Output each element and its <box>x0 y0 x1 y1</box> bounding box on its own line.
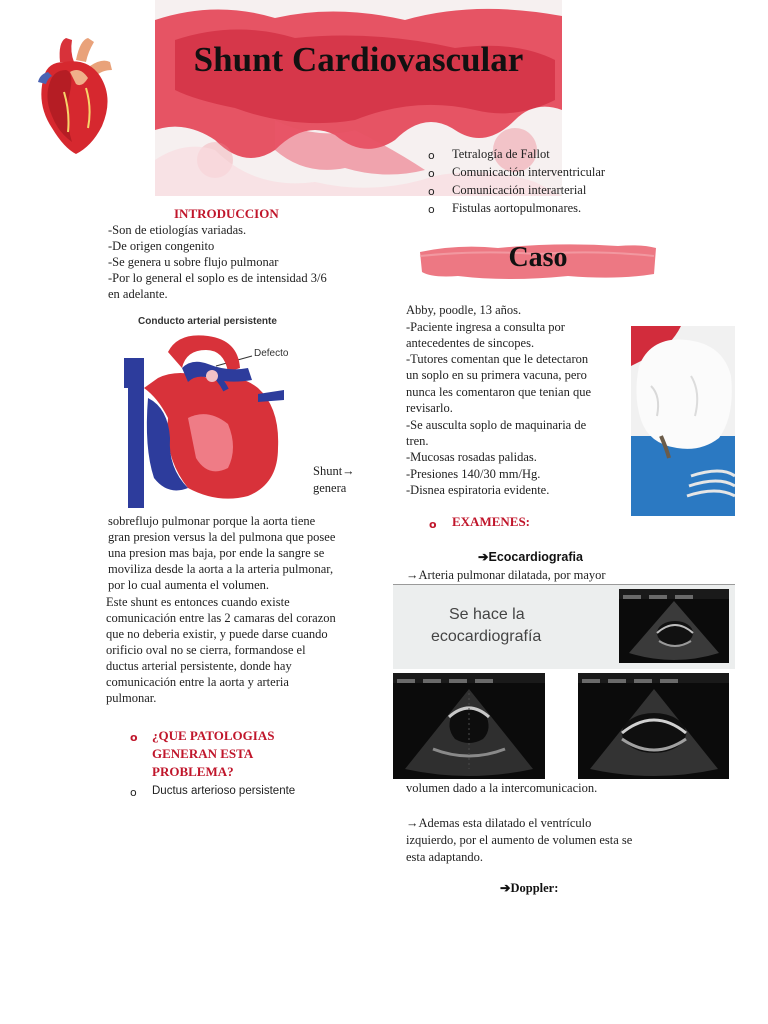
eco-line: volumen dado a la intercomunicacion. <box>406 781 598 795</box>
body-line: por lo cual aumenta el volumen. <box>108 578 270 592</box>
heading-bullet: o <box>429 518 437 531</box>
heart-diagram <box>108 308 304 512</box>
ventriculo-line: esta adaptando. <box>406 850 484 864</box>
body-line: gran presion versus la del pulmona que posee <box>108 530 336 544</box>
intro-line: en adelante. <box>108 287 168 301</box>
ultrasound-image <box>393 673 545 779</box>
patologias-heading: PROBLEMA? <box>152 764 234 779</box>
eco-slide-panel <box>393 584 735 669</box>
ventriculo-line: →Ademas esta dilatado el ventrículo <box>406 816 592 830</box>
list-bullet: o <box>130 786 137 799</box>
caso-line: Abby, poodle, 13 años. <box>406 303 522 317</box>
eco-line: →Arteria pulmonar dilatada, por mayor <box>406 568 606 582</box>
ultrasound-image <box>578 673 729 779</box>
list-item: Ductus arterioso persistente <box>152 785 296 797</box>
caso-line: -Tutores comentan que le detectaron <box>406 352 589 366</box>
body-line: que no deberia existir, y puede darse cuando <box>106 627 328 641</box>
ecocardiografia-heading: ➔Ecocardiografia <box>478 550 583 564</box>
shunt-label: genera <box>313 481 347 495</box>
list-item: Comunicación interarterial <box>452 183 587 197</box>
ventriculo-line: izquierdo, por el aumento de volumen esta se <box>406 833 633 847</box>
intro-line: -De origen congenito <box>108 239 215 253</box>
caso-line: nunca les comentaron que tenian que <box>406 385 591 399</box>
patologias-heading: ¿QUE PATOLOGIAS <box>152 728 275 743</box>
eco-caption: Se hace la <box>449 606 525 623</box>
caso-line: -Se ausculta soplo de maquinaria de <box>406 418 587 432</box>
caso-line: -Paciente ingresa a consulta por <box>406 320 565 334</box>
body-line: moviliza desde la aorta a la arteria pulmonar, <box>108 562 334 576</box>
caso-line: -Mucosas rosadas palidas. <box>406 450 537 464</box>
intro-line: -Se genera u sobre flujo pulmonar <box>108 255 279 269</box>
diagram-title: Conducto arterial persistente <box>138 316 277 327</box>
examenes-heading: EXAMENES: <box>452 514 531 529</box>
diagram-label-defecto: Defecto <box>254 348 289 359</box>
patologias-heading: GENERAN ESTA <box>152 746 254 761</box>
caso-line: tren. <box>406 434 429 448</box>
caso-title: Caso <box>508 242 568 273</box>
body-line: pulmonar. <box>106 691 157 705</box>
caso-line: revisarlo. <box>406 401 453 415</box>
list-bullet: o <box>428 185 435 198</box>
list-item: Comunicación interventricular <box>452 165 606 179</box>
list-item: Fistulas aortopulmonares. <box>452 201 582 215</box>
doppler-heading: ➔Doppler: <box>500 881 559 895</box>
caso-line: un soplo en su primera vacuna, pero <box>406 368 587 382</box>
list-bullet: o <box>428 149 435 162</box>
arrow-right-icon: ➔ <box>478 550 489 564</box>
caso-line: -Disnea espiratoria evidente. <box>406 483 550 497</box>
anatomical-heart-icon <box>30 32 122 160</box>
body-line: comunicación entre las 2 camaras del corazon <box>106 611 336 625</box>
shunt-label: Shunt→ <box>313 464 355 478</box>
body-line: ductus arterial persistente, donde hay <box>106 659 292 673</box>
body-line: orificio oval no se cierra, formandose el <box>106 643 306 657</box>
heading-bullet: o <box>130 731 138 744</box>
intro-line: -Por lo general el soplo es de intensidad 3/6 <box>108 271 327 285</box>
arrow-right-icon: ➔ <box>500 881 511 895</box>
list-item: Tetralogía de Fallot <box>452 147 550 161</box>
page-title: Shunt Cardiovascular <box>193 40 524 79</box>
list-bullet: o <box>428 167 435 180</box>
ultrasound-image <box>619 589 729 663</box>
caso-line: -Presiones 140/30 mm/Hg. <box>406 467 541 481</box>
body-line: sobreflujo pulmonar porque la aorta tiene <box>108 514 316 528</box>
list-bullet: o <box>428 203 435 216</box>
dog-photo <box>631 326 735 516</box>
eco-caption: ecocardiografía <box>431 628 542 645</box>
intro-line: -Son de etiologías variadas. <box>108 223 247 237</box>
body-line: una presion mas baja, por ende la sangre se <box>108 546 325 560</box>
body-line: comunicación entre la aorta y arteria <box>106 675 289 689</box>
body-line: Este shunt es entonces cuando existe <box>106 595 290 609</box>
intro-heading: INTRODUCCION <box>174 206 279 221</box>
caso-line: antecedentes de sincopes. <box>406 336 535 350</box>
